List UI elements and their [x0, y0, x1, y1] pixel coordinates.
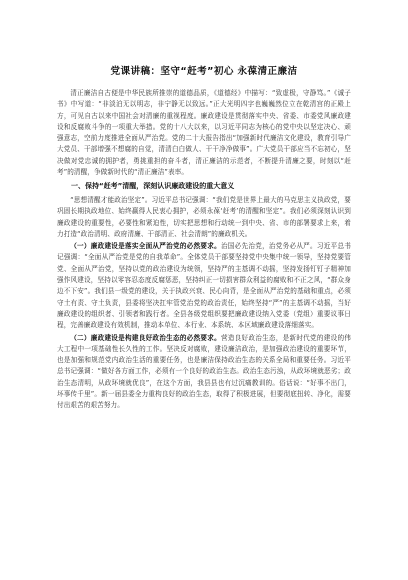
subsection-2-lead: （二）廉政建设是构建良好政治生态的必然要求。 — [70, 333, 221, 342]
document-title: 党课讲稿：坚守“赶考”初心 永葆清正廉洁 — [110, 66, 298, 77]
subsection-1-lead: （一）廉政建设是落实全面从严治党的必然要求。 — [70, 242, 221, 251]
subsection-2-paragraph — [57, 333, 351, 412]
section-1-paragraph: “思想清醒才能政治坚定”。习近平总书记强调：“我们党是世界上最大的马克思主义执政党，要巩固长期执政地位、始终赢得人民衷心拥护，必须永葆‘赶考’的清醒和坚定”。我们必须深刻认识到廉政建设的重要性，必要性和紧迫性，切实把思想和行动统一到中央、省、市的部署要求上来，着力打造“政治清明、政府清廉、干部清正、社会清朗”的廉政机关。 — [57, 195, 351, 238]
subsection-1-paragraph — [57, 241, 351, 331]
subsection-2-text: 营造良好政治生态，是新时代党的建设的伟大工程中一项基础性长久性的工作。坚决反对腐败，建设廉洁政治，是加强政治建设的重要环节，也是加强和规范党内政治生活的重要任务，也是廉洁保持政治生态的关系全局和重要任务。习近平总书记强调：“做好各方面工作，必须有一个良好的政治生态。政治生态污浊，从政环境就恶劣；政治生态清明，从政环境就优良”，在这个方面，我县县也有过沉痛教训的。俗话说：“好事不出门，坏事传千里”。新一届县委全力重构良好的政治生态，取得了积极进展，但要彻底扭转、净化，需要付出艰苦的艰苦努力。 — [57, 333, 351, 410]
subsection-1-text: 治国必先治党，治党务必从严。习近平总书记强调：“全面从严治党是党的自我革命”。全体党员干部要坚持党中央集中统一领导，坚持党要管党、全面从严治党，坚持以党的政治建设为统领，坚持严的主基调不动摇，坚持发扬钉钉子精神加强作风建设，坚持以零容忍态度反腐惩恶，坚持纠正一切损害群众利益的腐败和不正之风，“群众身边不下安”。我们县一级党的建设，关于执政兴衰、民心向背，是全面从严治党的基础和重点，必须守土有责、守土负责，县委将坚决扛牢管党治党的政治责任，始终坚持“严”的主基调不动摇，当好廉政建设的组织者、引领者和践行者。全县各级党组织要把廉政建设纳入党委（党组）重要议事日程，完善廉政建设有效机制，推动本单位、本行业、本系统、本区域廉政建设落细落实。 — [57, 242, 351, 330]
section-heading-1: 一、保持“赶考”清醒，深刻认识廉政建设的重大意义 — [71, 182, 235, 191]
intro-paragraph: 清正廉洁自古便是中华民族所推崇的道德品质，《道德经》中描写：“致虚极，守静笃。”《诚子书》中写道：“非淡泊无以明志，非宁静无以致远。”正大光明四字也巍巍然位立在乾清宫的正殿上方，可见自古以来中国社会对清廉的重视程度。廉政建设是贯彻落实中央、省委、市委党风廉政建设和反腐败斗争的一项重大举措。党的十八大以来，以习近平同志为核心的党中央以坚定决心、顽强意志，空前力度推进全面从严治党。党的二十大报告指出“加强新时代廉洁文化建设，教育引导广大党员、干部增强不想腐的自觉，清清白白做人、干干净净做事”。广大党员干部应当不忘初心，坚决做对党忠诚的拥护者，勇挑重担的奋斗者，清正廉洁的示范者，不断提升清廉之要，时刻以“赶考”的清醒，争做新时代的“清正廉洁”表率。 — [57, 89, 351, 177]
